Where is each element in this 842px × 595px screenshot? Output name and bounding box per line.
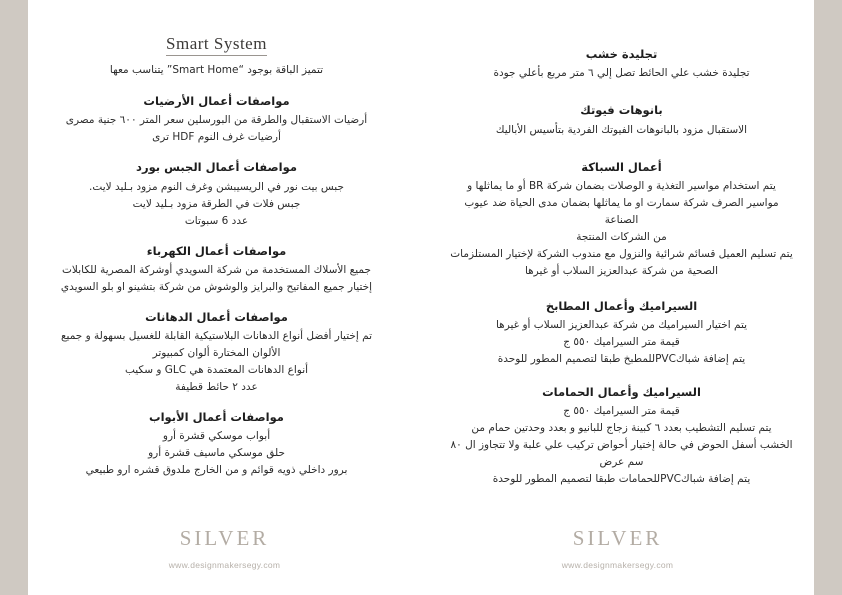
intro-line: تتميز الباقة بوجود “Smart Home” يتناسب معها — [109, 64, 324, 76]
section-gypsum-board — [42, 159, 391, 229]
section-line: يتم تسليم العميل قسائم شرائية والنزول مع مندوب الشركة لإختيار المستلزمات — [450, 247, 793, 260]
section-fewtek-panels — [447, 102, 796, 138]
section-title: مواصفات أعمال الكهرباء — [146, 243, 287, 258]
section-line: برور داخلي ذويه قوائم و من الخارج ملدوق قشره ارو طبيعي — [85, 464, 348, 477]
section-wood-cladding — [447, 46, 796, 82]
document-footer — [28, 520, 814, 595]
section-line: حلق موسكي ماسيف قشرة أرو — [148, 447, 285, 460]
left-column — [421, 0, 814, 520]
section-title: تجليدة خشب — [585, 47, 658, 61]
section-line: أبواب موسکي قشرة أرو — [162, 430, 271, 443]
section-line: سم عرض — [599, 456, 644, 469]
section-line: من الشركات المنتجة — [576, 230, 667, 243]
section-flooring — [42, 93, 391, 146]
section-title: أعمال السباكة — [581, 159, 662, 174]
section-title: السيراميك وأعمال المطابخ — [545, 298, 698, 313]
section-line: يتم تسليم التشطيب بعدد ٦ كبينة زجاج للبانيو و بعدد وحدتين حمام من — [471, 422, 772, 435]
section-plumbing — [447, 159, 796, 280]
section-line: أنواع الدهانات المعتمدة هي GLC و سكيب — [124, 364, 309, 376]
section-line: قيمة متر السيراميك ٥٥٠ ج — [563, 336, 680, 348]
section-paint — [42, 309, 391, 396]
section-line: تم إختيار أفضل أنواع الدهانات البلاستيكية القابلة للغسيل بسهولة و جميع — [60, 330, 373, 342]
section-line: مواسير الصرف شركة سمارت او ما يماثلها بضمان مدى الحياة ضد عيوب الصناعة — [464, 196, 779, 226]
section-line: عدد 6 سبوتات — [184, 214, 249, 227]
document-page — [28, 0, 814, 595]
section-line: أرضيات غرف النوم HDF ترى — [152, 131, 281, 144]
section-title: مواصفات أعمال الأبواب — [149, 410, 284, 424]
section-doors — [42, 409, 391, 479]
footer-url-left: www.designmakersegy.com — [561, 560, 674, 570]
section-line: إختيار جميع المفاتيح والبرايز والوشوش من شركة بتشينو او بلو السويدي — [60, 280, 373, 293]
section-line: جبس فلات في الطرقة مزود بـلید لایت — [132, 197, 301, 210]
footer-url-right: www.designmakersegy.com — [168, 560, 281, 570]
section-title: السيراميك وأعمال الحمامات — [542, 385, 701, 399]
section-line: عدد ٢ حائط قطيفة — [175, 381, 258, 393]
section-line: الخشب أسفل الحوض في حالة إختيار أحواض تركيب علي علبة ولا تتجاوز ال ٨٠ — [450, 439, 793, 452]
section-line: الصحية من شركة عبدالعزيز السلاب أو غيرها — [524, 264, 719, 277]
page-title: Smart System — [166, 34, 267, 56]
document-content — [28, 0, 814, 520]
right-column — [28, 0, 421, 520]
section-line: الألوان المختارة ألوان كمبيوتر — [152, 347, 281, 359]
section-line: يتم إضافة شباكPVCللمطبخ طبقا لتصميم المطور للوحدة — [497, 353, 746, 365]
section-title: مواصفات أعمال الأرضيات — [143, 94, 290, 108]
section-line: جبس بيت نور في الريسيبشن وغرف النوم مزود بـلید لایت. — [89, 180, 344, 193]
section-line: يتم استخدام مواسير التغذية و الوصلات بضمان شركة BR أو ما يماثلها و — [467, 179, 776, 192]
section-line: يتم اختيار السيراميك من شركة عبدالعزيز السلاب أو غيرها — [495, 319, 748, 331]
section-ceramic-bathrooms — [447, 384, 796, 488]
section-title: مواصفات أعمال الدهانات — [145, 309, 288, 324]
section-line: جميع الأسلاك المستخدمة من شركة السويدي أوشركة المصرية للكابلات — [62, 263, 371, 276]
footer-brand-left: SILVER — [572, 526, 663, 550]
section-title: مواصفات أعمال الجبس بورد — [136, 160, 297, 175]
section-title: بانوهات فيوتك — [580, 103, 663, 118]
header-title-wrap — [42, 34, 391, 62]
section-line: تجليدة خشب علي الحائط تصل إلي ٦ متر مربع بأعلي جودة — [493, 67, 750, 80]
section-ceramic-kitchen — [447, 298, 796, 368]
section-line: يتم إضافة شباكPVCللحمامات طبقا لتصميم المطور للوحدة — [492, 473, 751, 486]
section-line: الاستقبال مزود بالبانوهات الفيوتك الفردية بتأسيس الأباليك — [495, 123, 748, 136]
footer-brand-right: SILVER — [179, 526, 270, 550]
section-line: قيمة متر السيراميك ٥٥٠ ج — [563, 405, 680, 418]
footer-left — [421, 520, 814, 595]
footer-right — [28, 520, 421, 595]
section-line: أرضيات الاستقبال والطرقة من البورسلين سعر المتر ٦٠٠ جنية مصرى — [65, 114, 368, 127]
section-electrical — [42, 243, 391, 296]
